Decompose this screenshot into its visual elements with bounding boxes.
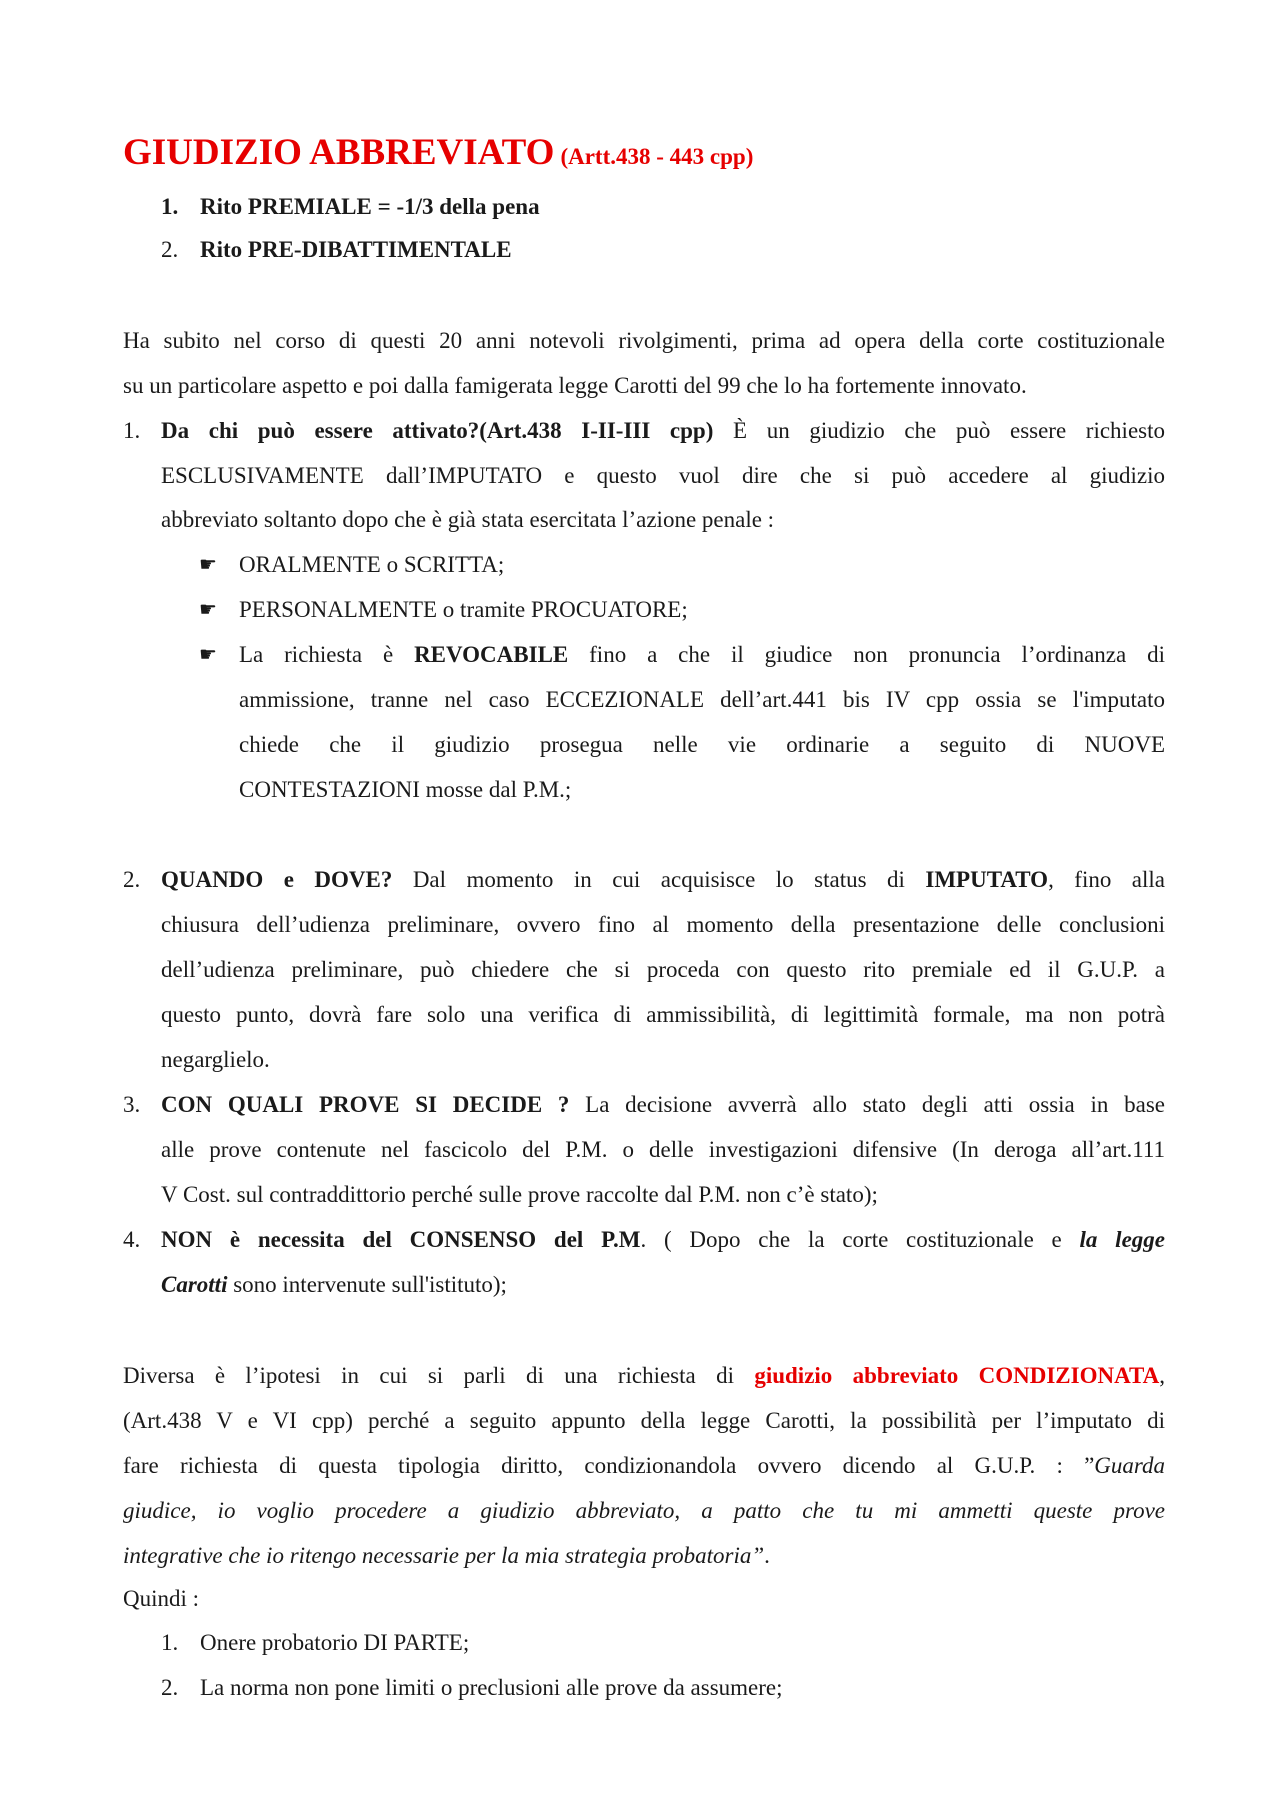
q2-number: 2. xyxy=(123,867,141,892)
q2-bold-imputato: IMPUTATO xyxy=(925,867,1049,892)
q3-heading: CON QUALI PROVE SI DECIDE ? xyxy=(161,1092,570,1117)
q2-line-1-end: , fino alla xyxy=(1048,867,1166,892)
q1-line-1 xyxy=(161,416,1165,446)
q2-line-5: negarglielo. xyxy=(161,1047,270,1072)
document-title xyxy=(123,122,753,175)
q4-line-2-text: sono intervenute sull'istituto); xyxy=(227,1272,507,1297)
q1-bullet-3-line-3: chiede che il giudizio prosegua nelle vie ordinarie a seguito di NUOVE xyxy=(239,732,1165,757)
conditional-quote-line-2 xyxy=(123,1541,770,1571)
conditional-quote-start: Guarda xyxy=(1094,1453,1165,1478)
q3-line-3: V Cost. sul contraddittorio perché sulle prove raccolte dal P.M. non c’è stato); xyxy=(161,1182,878,1207)
q2-line-2: chiusura dell’udienza preliminare, ovvero fino al momento della presentazione delle conclusioni xyxy=(161,912,1165,937)
conditional-quote-end: integrative che io ritengo necessarie per la mia strategia probatoria” xyxy=(123,1543,765,1568)
q3-line-2: alle prove contenute nel fascicolo del P.M. o delle investigazioni difensive (In deroga all’art.111 xyxy=(161,1137,1165,1162)
rite-number-2: 2. xyxy=(161,237,179,262)
conditional-line-1 xyxy=(123,1361,1165,1391)
q3-line-1 xyxy=(161,1090,1165,1120)
q4-line-1-text: . ( Dopo che la corte costituzionale e xyxy=(640,1227,1080,1252)
conditional-highlight: giudizio abbreviato CONDIZIONATA xyxy=(754,1363,1160,1388)
title-articles: (Artt.438 - 443 cpp) xyxy=(560,144,754,169)
final-item-1: Onere probatorio DI PARTE; xyxy=(200,1630,470,1655)
final-item-2: La norma non pone limiti o preclusioni alle prove da assumere; xyxy=(200,1675,783,1700)
rite-item-2: Rito PRE-DIBATTIMENTALE xyxy=(200,237,512,262)
conditional-quote-line-1: giudice, io voglio procedere a giudizio abbreviato, a patto che tu mi ammetti queste prove xyxy=(123,1498,1165,1523)
q1-bullet-3-text-b: fino a che il giudice non pronuncia l’ordinanza di xyxy=(568,642,1166,667)
rite-number-1: 1. xyxy=(161,194,179,219)
pointing-hand-icon: ☛ xyxy=(199,599,217,621)
q3-number: 3. xyxy=(123,1092,141,1117)
q4-number: 4. xyxy=(123,1227,141,1252)
conditional-comma: , xyxy=(1159,1363,1165,1388)
q4-carotti: Carotti xyxy=(161,1272,228,1297)
q1-line-3: abbreviato soltanto dopo che è già stata esercitata l’azione penale : xyxy=(161,507,775,532)
q2-line-1 xyxy=(161,865,1165,895)
q1-bullet-3-line-2: ammissione, tranne nel caso ECCEZIONALE dell’art.441 bis IV cpp ossia se l'imputato xyxy=(239,687,1165,712)
pointing-hand-icon: ☛ xyxy=(199,554,217,576)
q1-line-2: ESCLUSIVAMENTE dall’IMPUTATO e questo vuol dire che si può accedere al giudizio xyxy=(161,463,1165,488)
conditional-line-3 xyxy=(123,1451,1165,1481)
q1-bullet-3-text-a: La richiesta è xyxy=(239,642,415,667)
final-number-1: 1. xyxy=(161,1630,179,1655)
q1-number: 1. xyxy=(123,418,141,443)
q4-line-2 xyxy=(161,1270,507,1300)
q1-heading: Da chi può essere attivato?(Art.438 I-II-III cpp) xyxy=(161,418,714,443)
q1-bullet-3-line-1 xyxy=(239,640,1165,670)
rite-item-1: Rito PREMIALE = -1/3 della pena xyxy=(200,194,540,219)
conditional-line-2: (Art.438 V e VI cpp) perché a seguito appunto della legge Carotti, la possibilità per l’imputato di xyxy=(123,1408,1165,1433)
q2-line-1-text: Dal momento in cui acquisisce lo status di xyxy=(392,867,926,892)
q2-line-3: dell’udienza preliminare, può chiedere che si proceda con questo rito premiale ed il G.U.P. a xyxy=(161,957,1165,982)
q4-line-1 xyxy=(161,1225,1165,1255)
q1-bullet-1: ORALMENTE o SCRITTA; xyxy=(239,552,505,577)
q2-heading: QUANDO e DOVE? xyxy=(161,867,393,892)
final-number-2: 2. xyxy=(161,1675,179,1700)
q1-bullet-2: PERSONALMENTE o tramite PROCUATORE; xyxy=(239,597,688,622)
q1-line-1-text: È un giudizio che può essere richiesto xyxy=(713,418,1165,443)
quindi-label: Quindi : xyxy=(123,1586,200,1611)
pointing-hand-icon: ☛ xyxy=(199,644,217,666)
conditional-period: . xyxy=(764,1543,770,1568)
q1-bullet-3-bold: REVOCABILE xyxy=(414,642,569,667)
intro-line-1: Ha subito nel corso di questi 20 anni notevoli rivolgimenti, prima ad opera della corte costituzionale xyxy=(123,328,1165,353)
intro-line-2: su un particolare aspetto e poi dalla famigerata legge Carotti del 99 che lo ha fortemente innovato. xyxy=(123,373,1027,398)
title-main: GIUDIZIO ABBREVIATO xyxy=(123,132,555,173)
q4-la-legge: la legge xyxy=(1079,1227,1165,1252)
q3-line-1-text: La decisione avverrà allo stato degli atti ossia in base xyxy=(569,1092,1165,1117)
q2-line-4: questo punto, dovrà fare solo una verifica di ammissibilità, di legittimità formale, ma non potrà xyxy=(161,1002,1165,1027)
q1-bullet-3-line-4: CONTESTAZIONI mosse dal P.M.; xyxy=(239,777,572,802)
conditional-text-3: fare richiesta di questa tipologia diritto, condizionandola ovvero dicendo al G.U.P. : ” xyxy=(123,1453,1095,1478)
q4-heading: NON è necessita del CONSENSO del P.M xyxy=(161,1227,641,1252)
conditional-text-a: Diversa è l’ipotesi in cui si parli di una richiesta di xyxy=(123,1363,755,1388)
